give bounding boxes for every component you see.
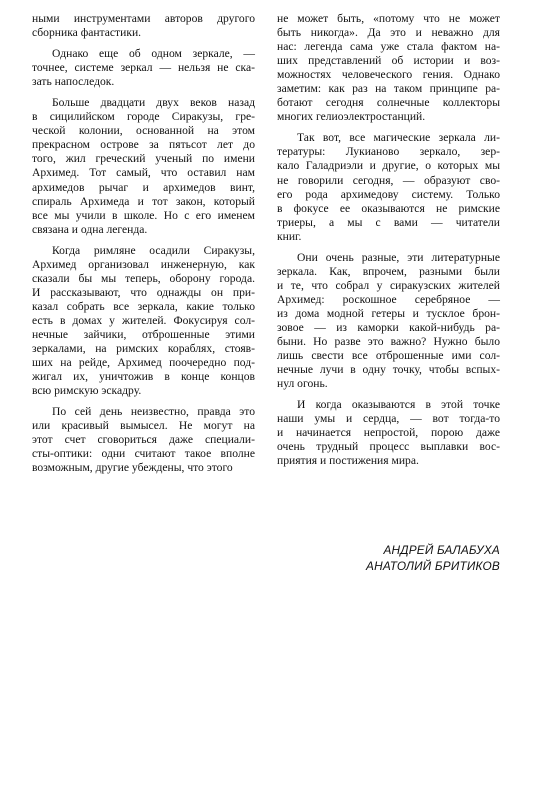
text-line: не может быть, «потому что не может xyxy=(277,12,500,25)
text-line: зовое — из каморки какой-нибудь ра- xyxy=(277,320,500,334)
text-line: кало Галадриэли и другие, о которых мы xyxy=(277,159,500,173)
text-line: Они очень разные, эти литературные xyxy=(297,250,500,264)
text-line: По сей день неизвестно, правда это xyxy=(52,405,255,419)
text-line: И рассказывают, что однажды он при- xyxy=(32,285,255,299)
right-text-column xyxy=(277,12,500,468)
text-line: И когда оказываются в этой точке xyxy=(297,398,500,412)
text-line: и начинается непростой, порою даже xyxy=(277,426,500,440)
text-line: многих гелиоэлектростанций. xyxy=(277,110,426,124)
text-line: возможным, другие убеждены, что этого xyxy=(32,461,233,475)
text-line: Архимед организовал инженерную, как xyxy=(32,257,255,271)
paragraph xyxy=(277,131,500,243)
text-line: очень трудный процесс выплавки вос- xyxy=(277,440,500,454)
paragraph xyxy=(32,96,255,236)
text-line: или красивый вымысел. Не могут на xyxy=(32,419,255,433)
text-line: ческой колонии, основанной на этом xyxy=(32,124,255,138)
text-line: этот счет сговориться даже специали- xyxy=(32,433,255,447)
text-line: зать напоследок. xyxy=(32,75,115,89)
text-line: его рода архимедову систему. Только xyxy=(277,187,500,201)
author-name-2: АНАТОЛИЙ БРИТИКОВ xyxy=(366,559,500,573)
text-line: триеры, а мы с вами — читатели xyxy=(277,215,500,229)
text-line: все мы учили в школе. Но с его именем xyxy=(32,208,255,222)
text-line: Однако еще об одном зеркале, — xyxy=(52,47,255,61)
text-line: жигал их, уничтожив в конце концов xyxy=(32,370,255,384)
text-line: есть в домах у жителей. Фокусируя сол- xyxy=(32,313,255,327)
text-line: не говорили сегодня, — образуют сво- xyxy=(277,173,500,187)
paragraph-gap xyxy=(32,40,255,47)
text-line: казал собрать все зеркала, какие только xyxy=(32,299,255,313)
text-line: спираль Архимеда и тот закон, который xyxy=(32,194,255,208)
text-line: нечные лучи в одну точку, чтобы вспых- xyxy=(277,363,500,377)
paragraph-gap xyxy=(277,124,500,131)
text-line: быни. Но разве это важно? Нужно было xyxy=(277,335,500,349)
text-line: связана и одна легенда. xyxy=(32,222,148,236)
text-line: ными инструментами авторов другого xyxy=(32,12,255,25)
text-line: нас: легенда сама уже стала фактом на- xyxy=(277,40,500,54)
text-line: всю римскую эскадру. xyxy=(32,384,142,398)
text-line: Архимед. Тот самый, что оставил нам xyxy=(32,166,255,180)
text-line: точнее, системе зеркал — нельзя не ска- xyxy=(32,61,255,75)
text-line: сказали бы мы теперь, оборону города. xyxy=(32,271,255,285)
text-line: нул огонь. xyxy=(277,377,328,391)
paragraph-gap xyxy=(32,398,255,405)
text-line: нечные зайчики, отброшенные этими xyxy=(32,327,255,341)
paragraph xyxy=(32,12,255,40)
text-line: Архимед: роскошное серебряное — xyxy=(277,292,500,306)
paragraph-gap xyxy=(32,237,255,244)
text-line: книг. xyxy=(277,229,302,243)
text-line: тературы: Лукианово зеркало, зер- xyxy=(277,145,500,159)
text-line: наши умы и сердца, — вот тогда-то xyxy=(277,412,500,426)
text-line: зеркала. Как, впрочем, разными были xyxy=(277,264,500,278)
paragraph xyxy=(277,12,500,124)
paragraph xyxy=(277,398,500,468)
text-line: зеркалами, на римских кораблях, стояв- xyxy=(32,342,255,356)
left-text-column xyxy=(32,12,255,475)
paragraph xyxy=(32,405,255,475)
text-line: сты-оптики: одни считают такое вполне xyxy=(32,447,255,461)
text-line: сборника фантастики. xyxy=(32,26,142,40)
text-line: того, жил греческий ученый по имени xyxy=(32,152,255,166)
paragraph-gap xyxy=(32,89,255,96)
text-line: Больше двадцати двух веков назад xyxy=(52,96,255,110)
text-line: Когда римляне осадили Сиракузы, xyxy=(52,243,255,257)
text-line: можностях человеческого гения. Однако xyxy=(277,68,500,82)
text-line: Так вот, все магические зеркала ли- xyxy=(297,131,500,145)
text-line: из дома модной гетеры и тусклое брон- xyxy=(277,306,500,320)
paragraph xyxy=(277,251,500,391)
text-line: прекрасном острове за пятьсот лет до xyxy=(32,138,255,152)
text-line: заметим: как раз на таком принципе ра- xyxy=(277,82,500,96)
paragraph xyxy=(32,244,255,399)
text-line: приятия и постижения мира. xyxy=(277,454,419,468)
text-line: ших представлений об истории и воз- xyxy=(277,54,500,68)
text-line: быть никогда». Да это и неважно для xyxy=(277,26,500,40)
text-line: в сицилийском городе Сиракузы, гре- xyxy=(32,110,255,124)
text-line: ботают сегодня солнечные коллекторы xyxy=(277,96,500,110)
author-name-1: АНДРЕЙ БАЛАБУХА xyxy=(383,543,500,557)
text-line: в фокусе ее оказываются не римские xyxy=(277,201,500,215)
author-signature xyxy=(277,542,500,574)
text-line: архимедов рычаг и архимедов винт, xyxy=(32,180,255,194)
text-line: и те, что собрал у сиракузских жителей xyxy=(277,278,500,292)
text-line: лишь свести все отброшенные ими сол- xyxy=(277,349,500,363)
paragraph xyxy=(32,47,255,89)
text-line: ших на рейде, Архимед поочередно под- xyxy=(32,356,255,370)
paragraph-gap xyxy=(277,244,500,251)
paragraph-gap xyxy=(277,391,500,398)
